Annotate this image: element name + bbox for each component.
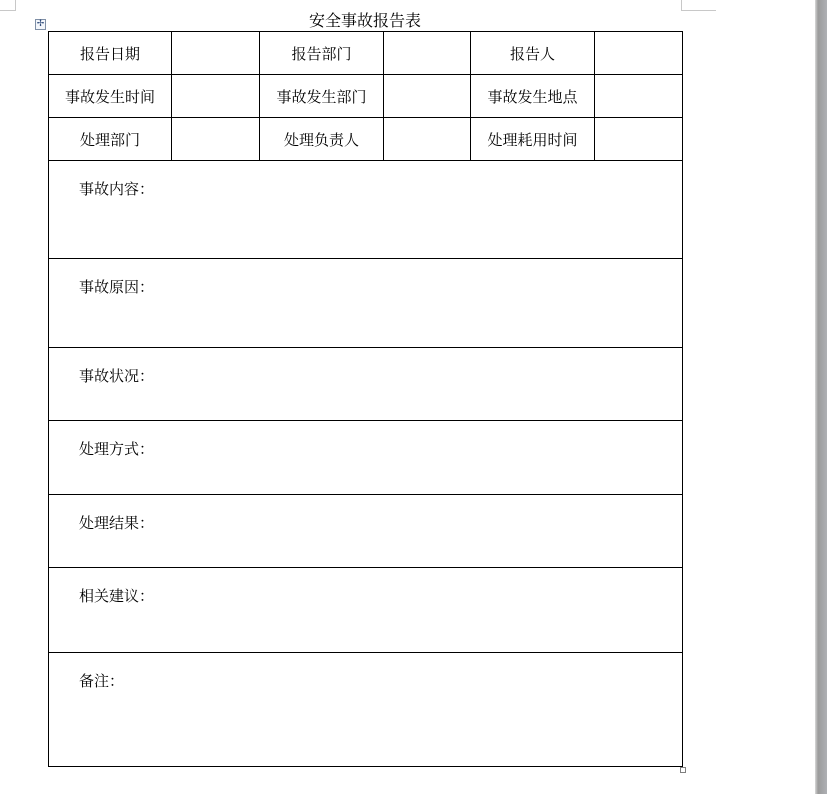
section-label: 处理方式： xyxy=(79,440,155,458)
section-remarks[interactable] xyxy=(49,653,683,767)
report-table xyxy=(48,31,683,767)
label-handling-lead: 处理负责人 xyxy=(260,118,384,161)
value-accident-location[interactable] xyxy=(595,75,683,118)
section-label: 事故内容： xyxy=(79,180,155,198)
section-handling-result[interactable] xyxy=(49,495,683,568)
table-row xyxy=(49,653,683,767)
crop-mark xyxy=(15,0,16,10)
label-reporter: 报告人 xyxy=(471,32,595,75)
label-report-date: 报告日期 xyxy=(49,32,172,75)
section-accident-content[interactable] xyxy=(49,161,683,259)
table-row xyxy=(49,259,683,348)
table-row xyxy=(49,568,683,653)
table-row xyxy=(49,161,683,259)
label-accident-location: 事故发生地点 xyxy=(471,75,595,118)
table-row xyxy=(49,495,683,568)
section-accident-cause[interactable] xyxy=(49,259,683,348)
section-label: 处理结果： xyxy=(79,514,155,532)
table-row xyxy=(49,348,683,421)
table-row xyxy=(49,118,683,161)
section-accident-status[interactable] xyxy=(49,348,683,421)
section-label: 备注： xyxy=(79,672,125,690)
value-report-department[interactable] xyxy=(384,32,471,75)
crop-mark xyxy=(681,0,682,10)
crop-mark xyxy=(681,10,716,11)
section-label: 事故原因： xyxy=(79,278,155,296)
label-report-department: 报告部门 xyxy=(260,32,384,75)
value-handling-department[interactable] xyxy=(172,118,260,161)
table-row xyxy=(49,421,683,495)
value-reporter[interactable] xyxy=(595,32,683,75)
label-accident-time: 事故发生时间 xyxy=(49,75,172,118)
label-handling-duration: 处理耗用时间 xyxy=(471,118,595,161)
value-report-date[interactable] xyxy=(172,32,260,75)
label-accident-department: 事故发生部门 xyxy=(260,75,384,118)
table-row xyxy=(49,32,683,75)
workspace-gutter xyxy=(815,0,827,794)
section-label: 相关建议： xyxy=(79,587,155,605)
table-move-handle-icon[interactable]: ✢ xyxy=(36,19,45,29)
section-label: 事故状况： xyxy=(79,367,155,385)
table-resize-handle[interactable] xyxy=(680,767,686,773)
value-handling-lead[interactable] xyxy=(384,118,471,161)
section-suggestions[interactable] xyxy=(49,568,683,653)
crop-mark xyxy=(0,10,16,11)
label-handling-department: 处理部门 xyxy=(49,118,172,161)
table-row xyxy=(49,75,683,118)
value-accident-department[interactable] xyxy=(384,75,471,118)
value-handling-duration[interactable] xyxy=(595,118,683,161)
document-title: 安全事故报告表 xyxy=(308,11,421,30)
value-accident-time[interactable] xyxy=(172,75,260,118)
section-handling-method[interactable] xyxy=(49,421,683,495)
